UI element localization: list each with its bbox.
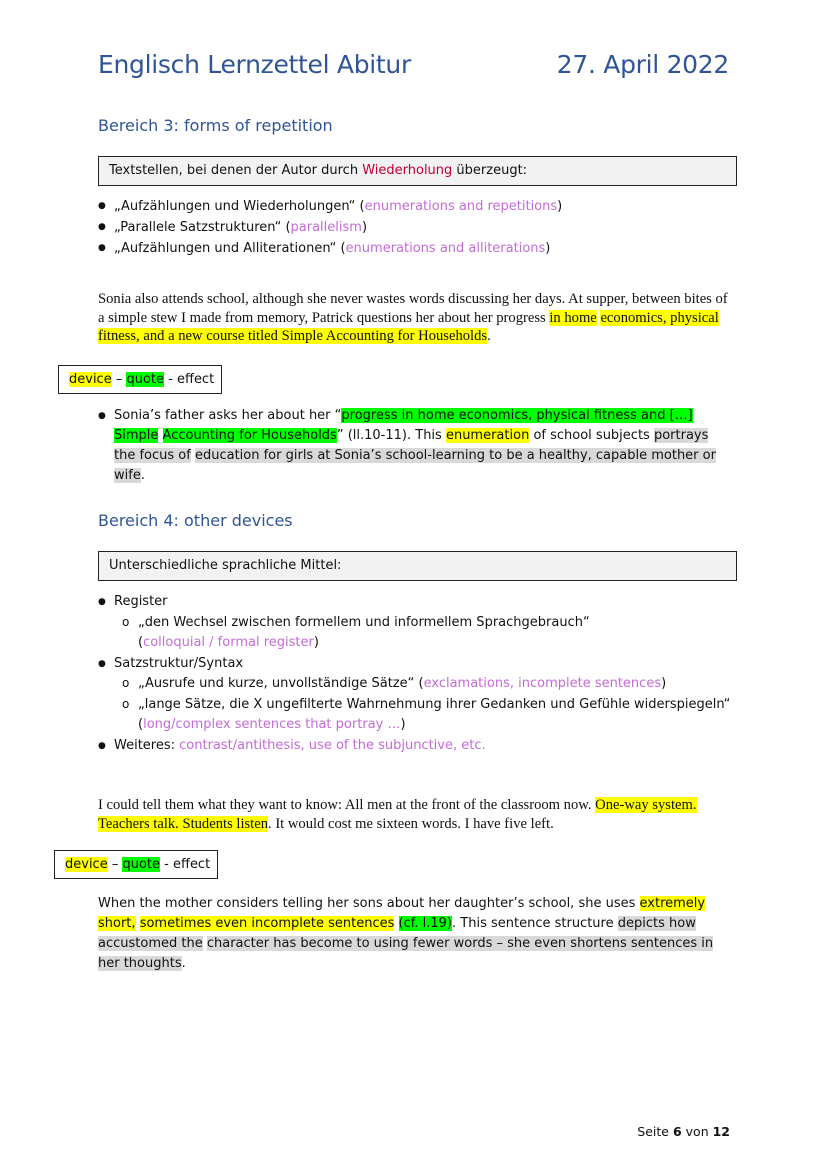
current-page: 6 [672,1124,682,1139]
dqe-dash: – [111,372,127,387]
device-quote-effect-box [58,365,222,394]
dqe-dash: - [160,857,173,872]
item-text: „Parallele Satzstrukturen“ ( [114,220,291,235]
sub-item: o „Ausrufe und kurze, unvollständige Sätze“ (exclamations, incomplete sentences) [122,674,738,695]
quote-end: . [487,328,491,344]
section-4-analysis [98,894,734,974]
item-close: ) [361,220,368,235]
quote-highlight: economics, physical fitness, and a new course titled Simple Accounting for Households [98,309,719,344]
sub-item-text: „den Wechsel zwischen formellem und informellem Sprachgebrauch“ [138,614,590,630]
section-3-heading: Bereich 3: forms of repetition [98,116,333,135]
analysis-quote: progress in home economics, physical fitness and […] Simple [114,408,693,443]
page-label: Seite [637,1124,673,1139]
item-text: „Aufzählungen und Wiederholungen“ ( [114,199,365,214]
item-term: enumerations and repetitions [364,199,558,214]
analysis-text: When the mother considers telling her sons about her daughter’s school, she uses [98,896,640,911]
analysis-effect: character has become to using fewer words – she even shortens sentences in her thoughts [98,936,714,971]
analysis-text: of school subjects [529,428,654,443]
analysis-text: Sonia’s father asks her about her “ [114,408,342,423]
analysis-effect: depicts how accustomed the [98,916,696,951]
dqe-dash: – [107,857,123,872]
box-text: Textstellen, bei denen der Autor durch [109,163,363,178]
analysis-end: . [181,956,186,971]
quote-text: I could tell them what they want to know: All men at the front of the classroom now. [98,797,596,813]
quote-highlight: Teachers talk. Students listen [98,815,269,832]
analysis-device: sometimes even incomplete sentences [139,916,395,931]
section-4-box: Unterschiedliche sprachliche Mittel: [98,551,737,581]
dqe-dash: - [164,372,177,387]
analysis-space [394,916,398,931]
sub-item-term: colloquial / formal register [143,635,314,650]
section-4-list [98,592,738,756]
dqe-quote: quote [122,857,161,872]
bullet-icon: ● [98,411,106,421]
section-3-box [98,156,737,186]
item-close: ) [557,199,563,214]
quote-end: . It would cost me sixteen words. I have five left. [268,815,554,832]
section-3-quote [98,290,730,346]
total-pages: 12 [712,1124,730,1139]
sub-item-term: long/complex sentences that portray … [143,717,401,732]
analysis-quote: (cf. l.19) [398,916,453,931]
item-text: „Aufzählungen und Alliterationen“ ( [114,241,346,256]
document-title: Englisch Lernzettel Abitur [98,50,411,79]
section-4-heading: Bereich 4: other devices [98,511,293,530]
analysis-text: . This sentence structure [452,916,618,931]
section-3-analysis [98,406,730,486]
item-term: parallelism [290,220,362,235]
quote-highlight: One-way system. [595,797,697,813]
analysis-quote: Accounting for Households [162,428,337,443]
item-label: Register [114,594,168,609]
analysis-effect: portrays the focus of [114,428,709,463]
list-item [98,592,738,654]
item-label: Satzstruktur/Syntax [114,655,244,671]
quote-text: Sonia also attends school, although she never wastes words discussing her days. At supper, between bites of a simple stew I made from memory, Patrick questions her about her progress [98,291,728,326]
sub-item-text: „Ausrufe und kurze, unvollständige Sätze“ ( [138,676,424,691]
list-item [98,654,738,736]
dqe-device: device [69,372,112,387]
analysis-effect: education for girls at Sonia’s school-learning to be a healthy, capable mother or wife [114,448,716,483]
page-of: von [681,1124,713,1139]
sub-item: o „lange Sätze, die X ungefilterte Wahrnehmung ihrer Gedanken und Gefühle widerspiegeln“ (long/complex sentences that portray …) [122,695,738,736]
section-3-list [98,196,562,259]
item-term: enumerations and alliterations [345,241,546,256]
device-quote-effect-box [54,850,218,879]
item-label: Weiteres: [114,737,180,753]
document-date: 27. April 2022 [556,50,729,79]
list-item [98,736,738,757]
item-term: contrast/antithesis, use of the subjunctive, etc. [179,737,486,753]
list-item [98,217,562,238]
box-text-end: überzeugt: [452,163,528,178]
sub-list [114,613,738,654]
box-highlight: Wiederholung [362,163,453,178]
list-item [98,196,562,217]
analysis-device: enumeration [445,428,530,443]
sub-item-text: „lange Sätze, die X ungefilterte Wahrnehmung ihrer Gedanken und Gefühle widerspiegeln“ [138,696,731,712]
dqe-effect: effect [172,857,211,872]
section-4-quote [98,796,734,833]
list-item [98,238,562,259]
page-number [637,1124,730,1139]
item-close: ) [545,241,551,256]
sub-list [114,674,738,736]
analysis-end: . [140,468,145,483]
analysis-text: ” (ll.10-11). This [336,428,446,443]
sub-item: o „den Wechsel zwischen formellem und informellem Sprachgebrauch“ (colloquial / formal register) [122,613,738,654]
dqe-quote: quote [126,372,165,387]
quote-highlight: in home [549,309,597,326]
dqe-device: device [65,857,108,872]
dqe-effect: effect [176,372,215,387]
sub-item-term: exclamations, incomplete sentences [423,676,662,691]
analysis-device: extremely short, [98,896,706,931]
